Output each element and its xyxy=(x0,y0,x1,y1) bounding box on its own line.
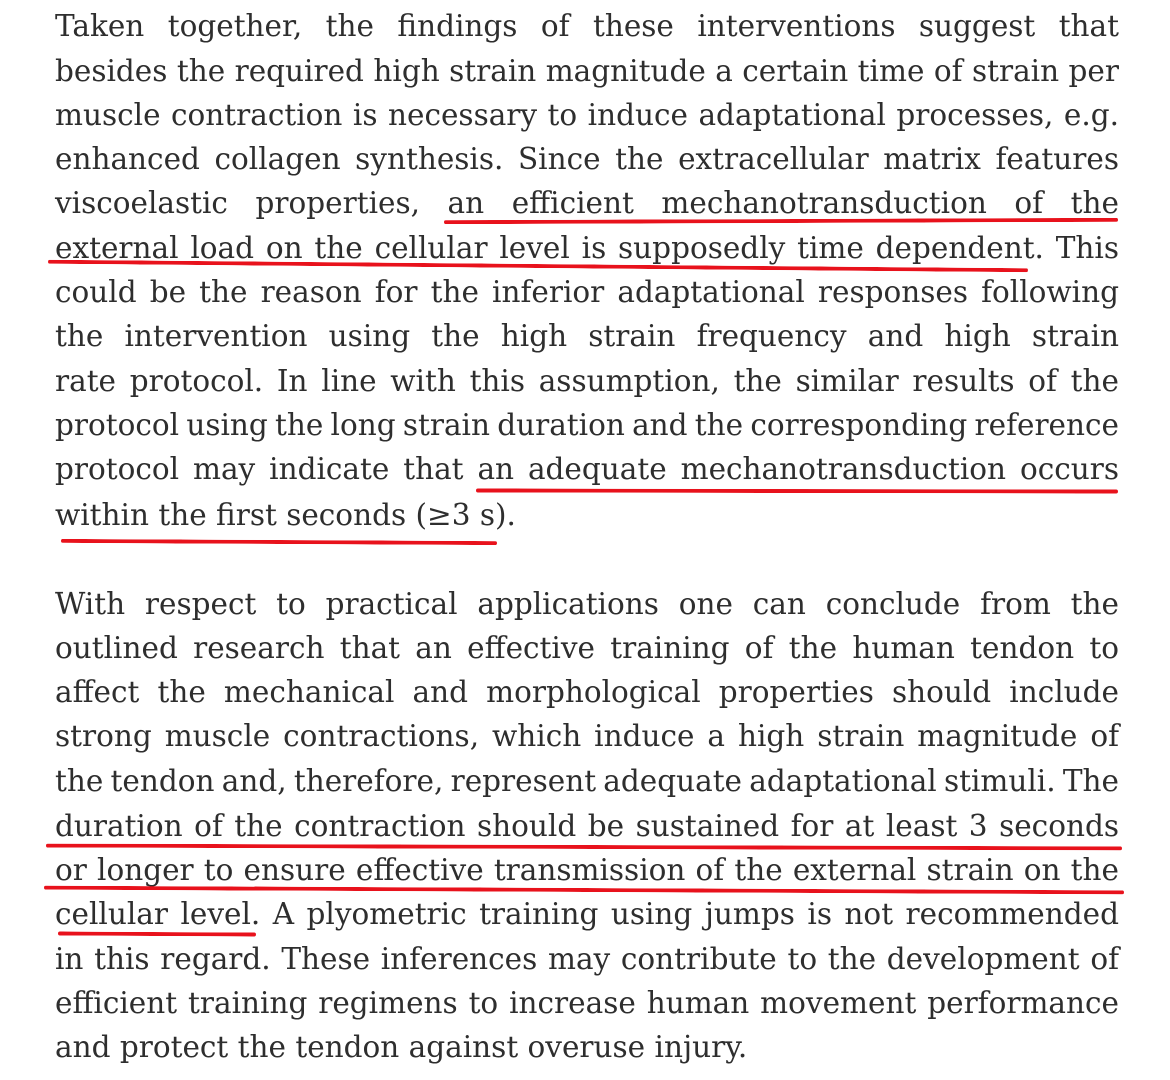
highlight-underline-2a xyxy=(476,488,1118,493)
paragraph-2-line-7: or longer to ensure effective transmission of the external strain on the xyxy=(55,853,1119,887)
paragraph-2-line-5: the tendon and, therefore, represent adequate adaptational stimuli. The xyxy=(55,764,1119,798)
paragraph-1-line-8: the intervention using the high strain frequency and high strain xyxy=(55,319,1119,353)
paragraph-1-line-2: besides the required high strain magnitude a certain time of strain per xyxy=(55,54,1119,88)
paragraph-1-line-4: enhanced collagen synthesis. Since the extracellular matrix features xyxy=(55,142,1119,176)
paragraph-2-line-6: duration of the contraction should be sustained for at least 3 seconds xyxy=(55,809,1119,843)
paragraph-1-line-10: protocol using the long strain duration and the corresponding reference xyxy=(55,408,1119,442)
paragraph-2-line-1: With respect to practical applications one can conclude from the xyxy=(55,587,1119,621)
paragraph-1-line-1: Taken together, the findings of these interventions suggest that xyxy=(55,9,1119,43)
paragraph-2-line-8: cellular level. A plyometric training using jumps is not recommended xyxy=(55,897,1119,931)
paragraph-1-line-5: viscoelastic properties, an efficient mechanotransduction of the xyxy=(55,186,1119,220)
paragraph-2-line-2: outlined research that an effective training of the human tendon to xyxy=(55,631,1119,665)
highlight-underline-2b xyxy=(61,539,497,545)
paragraph-2-line-4: strong muscle contractions, which induce a high strain magnitude of xyxy=(55,719,1119,753)
paragraph-2-line-9: in this regard. These inferences may contribute to the development of xyxy=(55,942,1119,976)
paragraph-2-line-10: efficient training regimens to increase human movement performance xyxy=(55,986,1119,1020)
paragraph-1-line-6: external load on the cellular level is supposedly time dependent. This xyxy=(55,231,1119,265)
paragraph-1-line-12: within the first seconds (≥3 s). xyxy=(55,498,516,532)
paragraph-1-line-7: could be the reason for the inferior adaptational responses following xyxy=(55,275,1119,309)
paragraph-1-line-3: muscle contraction is necessary to induce adaptational processes, e.g. xyxy=(55,98,1119,132)
paragraph-1-line-11: protocol may indicate that an adequate mechanotransduction occurs xyxy=(55,452,1119,486)
paragraph-1-line-9: rate protocol. In line with this assumption, the similar results of the xyxy=(55,364,1119,398)
paragraph-2-line-3: affect the mechanical and morphological properties should include xyxy=(55,675,1119,709)
paragraph-2-line-11: and protect the tendon against overuse injury. xyxy=(55,1030,748,1064)
